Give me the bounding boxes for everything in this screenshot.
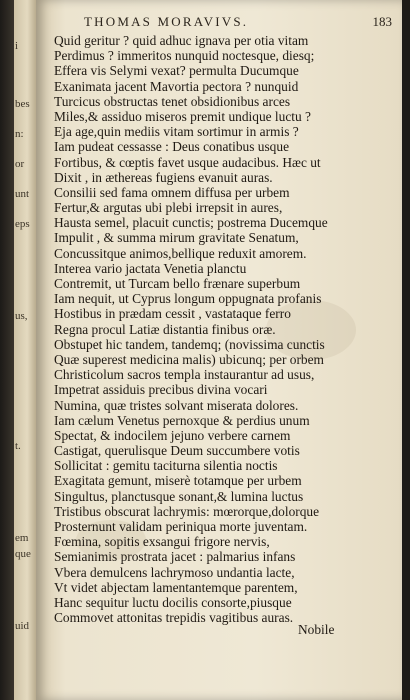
text-line: Numina, quæ tristes solvant miserata dolores.: [54, 397, 299, 413]
page-edge: [402, 0, 410, 700]
text-line: Fertur,& argutas ubi plebi irrepsit in aures,: [54, 200, 283, 216]
text-line: Spectat, & indocilem jejuno verbere carnem: [54, 427, 291, 443]
page-number: 183: [372, 14, 392, 29]
text-line: Tristibus obscurat lachrymis: mœrorque,dolorque: [54, 503, 320, 519]
text-line: Semianimis prostrata jacet : palmarius infans: [54, 549, 296, 565]
text-line: Hostibus in prædam cessit , vastataque ferro: [54, 306, 291, 322]
text-line: Prosternunt validam periniqua morte juventam.: [54, 519, 308, 534]
text-line: Interea vario jactata Venetia planctu: [54, 260, 247, 276]
text-line: Quid geritur ? quid adhuc ignava per otia vitam: [54, 33, 309, 48]
text-line: Consilii sed fama omnem diffusa per urbem: [54, 184, 290, 200]
text-line: Iam cælum Venetus pernoxque & perdius unum: [54, 412, 310, 428]
text-line: Regna procul Latiæ distantia finibus oræ.: [54, 321, 276, 337]
facing-page-fragment: uid: [15, 620, 30, 632]
facing-page-fragment: que: [15, 548, 31, 560]
text-line: Perdimus ? immeritos nunquid noctesque, diesq;: [54, 48, 315, 64]
facing-page-fragment: us,: [15, 310, 28, 322]
text-line: Singultus, planctusque sonant,& lumina luctus: [54, 488, 304, 504]
text-line: Sollicitat : gemitu taciturna silentia noctis: [54, 458, 278, 474]
text-line: Vt videt abjectam lamentantemque parentem,: [54, 579, 298, 595]
text-line: Turcicus obstructas tenet obsidionibus arces: [54, 93, 291, 109]
page-header: [84, 14, 392, 32]
poem-text: [54, 33, 396, 625]
text-line: Quæ superest medicina malis) ubicunq; per orbem: [54, 351, 324, 367]
text-line: Hausta semel, placuit cunctis; postrema Ducemque: [54, 215, 328, 231]
facing-page-fragment: i: [15, 40, 19, 52]
text-line: Miles,& assiduo miseros premit undique luctu ?: [54, 108, 311, 124]
text-line: Hanc sequitur luctu docilis consorte,piusque: [54, 594, 292, 610]
facing-page-fragment: bes: [15, 98, 30, 110]
text-line: Fortibus, & cœptis favet usque audacibus. Hæc ut: [54, 154, 321, 170]
facing-page-fragment: t.: [15, 440, 21, 452]
binding-gutter: [0, 0, 14, 700]
text-line: Effera vis Selymi vexat? permulta Ducumque: [54, 63, 299, 79]
text-line: Concussitque animos,bellique reduxit amorem.: [54, 245, 307, 261]
facing-page-margin: [14, 0, 36, 700]
text-line: Castigat, querulisque Deum succumbere votis: [54, 443, 300, 459]
text-line: Iam pudeat cessasse : Deus conatibus usque: [54, 139, 290, 155]
text-line: Impulit , & summa mirum gravitate Senatum,: [54, 230, 299, 246]
text-line: Iam nequit, ut Cyprus longum oppugnata profanis: [54, 291, 322, 307]
facing-page-fragment: em: [15, 532, 29, 544]
text-line: Contremit, ut Turcam bello frænare superbum: [54, 276, 301, 291]
book-page: [36, 0, 402, 700]
facing-page-fragment: eps: [15, 218, 30, 230]
text-line: Dixit , in æthereas fugiens evanuit auras.: [54, 169, 273, 185]
text-line: Commovet attonitas trepidis vagitibus auras.: [54, 610, 294, 626]
text-line: Eja age,quin mediis vitam sortimur in armis ?: [54, 124, 299, 140]
catchword: Nobile: [298, 622, 335, 637]
text-line: Christicolum sacros templa instaurantur ad usus,: [54, 367, 315, 383]
facing-page-fragment: or: [15, 158, 25, 170]
text-line: Exagitata gemunt, miserè totamque per urbem: [54, 473, 302, 489]
facing-page-fragment: n:: [15, 128, 24, 140]
text-line: Exanimata jacent Mavortia pectora ? nunquid: [54, 78, 299, 94]
text-line: Vbera demulcens lachrymoso undantia lacte,: [54, 564, 295, 580]
text-line: Fœmina, sopitis exsangui frigore nervis,: [54, 534, 270, 550]
text-line: Impetrat assiduis precibus divina vocari: [54, 382, 268, 398]
running-head: THOMAS MORAVIVS.: [84, 14, 249, 29]
facing-page-fragment: unt: [15, 188, 30, 200]
text-line: Obstupet hic tandem, tandemq; (novissima cunctis: [54, 336, 325, 352]
